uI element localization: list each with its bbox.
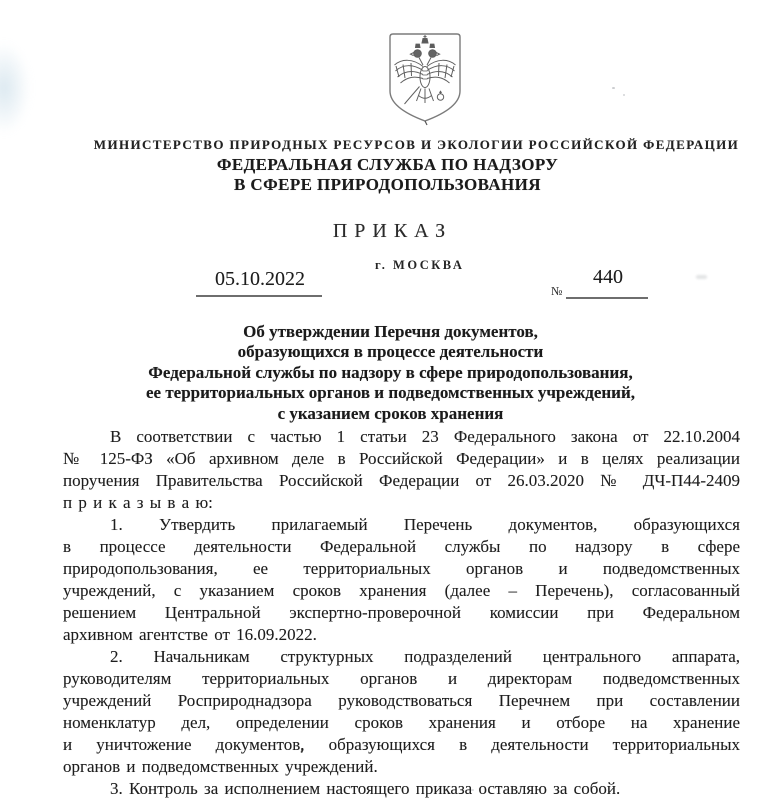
scan-speck — [612, 87, 615, 89]
scan-speck — [623, 94, 625, 96]
order-date: 05.10.2022 — [215, 268, 305, 290]
ministry-name: МИНИСТЕРСТВО ПРИРОДНЫХ РЕСУРСОВ И ЭКОЛОГИИ РОССИЙСКОЙ ФЕДЕРАЦИИ — [93, 137, 740, 152]
body-line: 3. Контроль за исполнением настоящего приказа оставляю за собой. — [110, 779, 621, 798]
body-line: в процессе деятельности Федеральной службы по надзору в сфере — [63, 537, 740, 556]
document-type: ПРИКАЗ — [332, 220, 453, 242]
body-line: В соответствии с частью 1 статьи 23 Федерального закона от 22.10.2004 — [110, 427, 740, 446]
title-line: ее территориальных органов и подведомственных учреждений, — [145, 383, 636, 403]
title-line: образующихся в процессе деятельности — [237, 342, 544, 362]
date-underline — [196, 295, 322, 297]
body-line: 1. Утвердить прилагаемый Перечень документов, образующихся — [110, 515, 740, 534]
body-line: и уничтожение документов, образующихся в деятельности территориальных — [63, 735, 740, 754]
body-line: № 125-ФЗ «Об архивном деле в Российской Федерации» и в целях реализации — [63, 449, 740, 468]
city-label: г. МОСКВА — [375, 258, 465, 272]
body-line: поручения Правительства Российской Федерации от 26.03.2020 № ДЧ-П44-2409 — [63, 471, 740, 490]
title-line: с указанием сроков хранения — [277, 403, 504, 423]
agency-name-line1: ФЕДЕРАЛЬНАЯ СЛУЖБА ПО НАДЗОРУ — [216, 155, 559, 174]
body-line: архивном агентстве от 16.09.2022. — [63, 625, 317, 644]
scan-smudge — [0, 42, 30, 134]
body-line: учреждений, с указанием сроков хранения (далее – Перечень), согласованный — [63, 581, 740, 600]
title-line: Федеральной службы по надзору в сфере природопользования, — [148, 362, 633, 382]
agency-name-line2: В СФЕРЕ ПРИРОДОПОЛЬЗОВАНИЯ — [234, 175, 541, 194]
body-line: природопользования, ее территориальных органов и подведомственных — [63, 559, 740, 578]
order-number: 440 — [593, 266, 623, 288]
title-line: Об утверждении Перечня документов, — [243, 322, 538, 341]
body-line: номенклатур дел, определении сроков хранения и отборе на хранение — [63, 713, 740, 732]
body-line: органов и подведомственных учреждений. — [63, 757, 378, 776]
body-line: руководителям территориальных органов и директорам подведомственных — [63, 669, 740, 688]
agency-name — [0, 155, 763, 195]
coat-of-arms-icon — [383, 31, 467, 129]
scan-speck — [696, 275, 707, 279]
order-title — [0, 322, 763, 424]
order-body — [63, 426, 740, 800]
number-sign: № — [551, 284, 563, 298]
body-line: решением Центральной экспертно-проверочной комиссии при Федеральном — [63, 603, 740, 622]
number-underline — [566, 297, 648, 299]
body-line: п р и к а з ы в а ю: — [63, 493, 213, 512]
body-line: учреждений Росприроднадзора руководствоваться Перечнем при составлении — [63, 691, 740, 710]
body-line: 2. Начальникам структурных подразделений центрального аппарата, — [110, 647, 740, 666]
